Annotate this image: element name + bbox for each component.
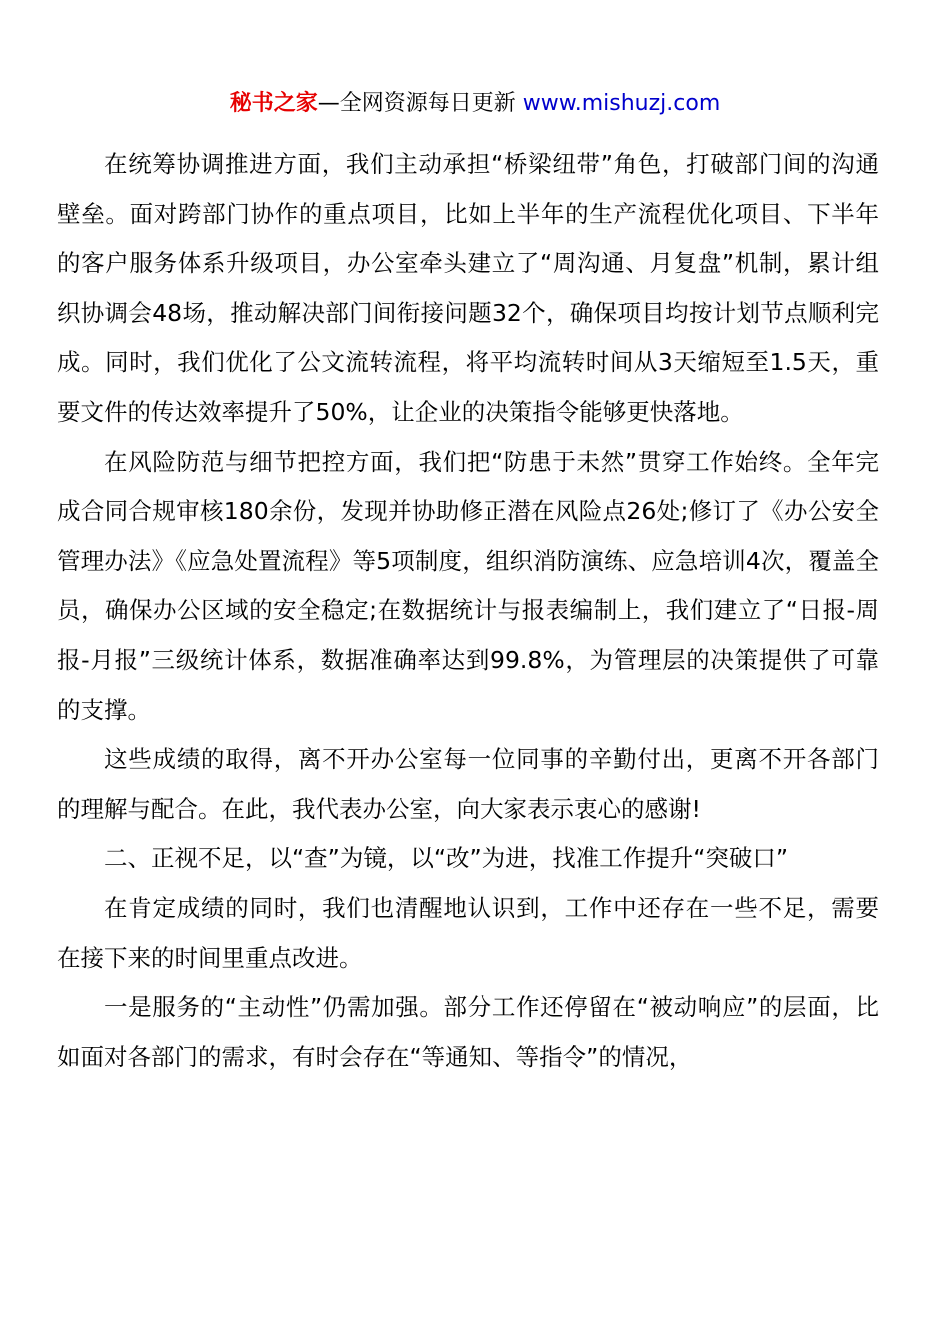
- section-heading-shortcomings: 二、正视不足，以“查”为镜，以“改”为进，找准工作提升“突破口”: [104, 844, 789, 873]
- paragraph-acknowledge: 在肯定成绩的同时，我们也清醒地认识到，工作中还存在一些不足，需要在接下来的时间里重点改进。: [57, 893, 879, 972]
- document-body: [57, 140, 879, 1082]
- paragraph-risk-control: 在风险防范与细节把控方面，我们把“防患于未然”贯穿工作始终。全年完成合同合规审核180余份，发现并协助修正潜在风险点26处;修订了《办公安全管理办法》《应急处置流程》等5项制度，组织消防演练、应急培训4次，覆盖全员，确保办公区域的安全稳定;在数据统计与报表编制上，我们建立了“日报-周报-月报”三级统计体系，数据准确率达到99.8%，为管理层的决策提供了可靠的支撑。: [57, 447, 879, 724]
- header-tagline: —全网资源每日更新: [317, 91, 523, 116]
- paragraph-proactivity: 一是服务的“主动性”仍需加强。部分工作还停留在“被动响应”的层面，比如面对各部门的需求，有时会存在“等通知、等指令”的情况，: [57, 993, 879, 1071]
- paragraph-coordination: 在统筹协调推进方面，我们主动承担“桥梁纽带”角色，打破部门间的沟通壁垒。面对跨部门协作的重点项目，比如上半年的生产流程优化项目、下半年的客户服务体系升级项目，办公室牵头建立了“周沟通、月复盘”机制，累计组织协调会48场，推动解决部门间衔接问题32个，确保项目均按计划节点顺利完成。同时，我们优化了公文流转流程，将平均流转时间从3天缩短至1.5天，重要文件的传达效率提升了50%，让企业的决策指令能够更快落地。: [57, 150, 879, 426]
- page-header: [0, 86, 950, 122]
- brand-name: 秘书之家: [229, 91, 318, 116]
- website-link[interactable]: www.mishuzj.com: [522, 91, 721, 116]
- paragraph-thanks: 这些成绩的取得，离不开办公室每一位同事的辛勤付出，更离不开各部门的理解与配合。在此，我代表办公室，向大家表示衷心的感谢!: [57, 745, 879, 823]
